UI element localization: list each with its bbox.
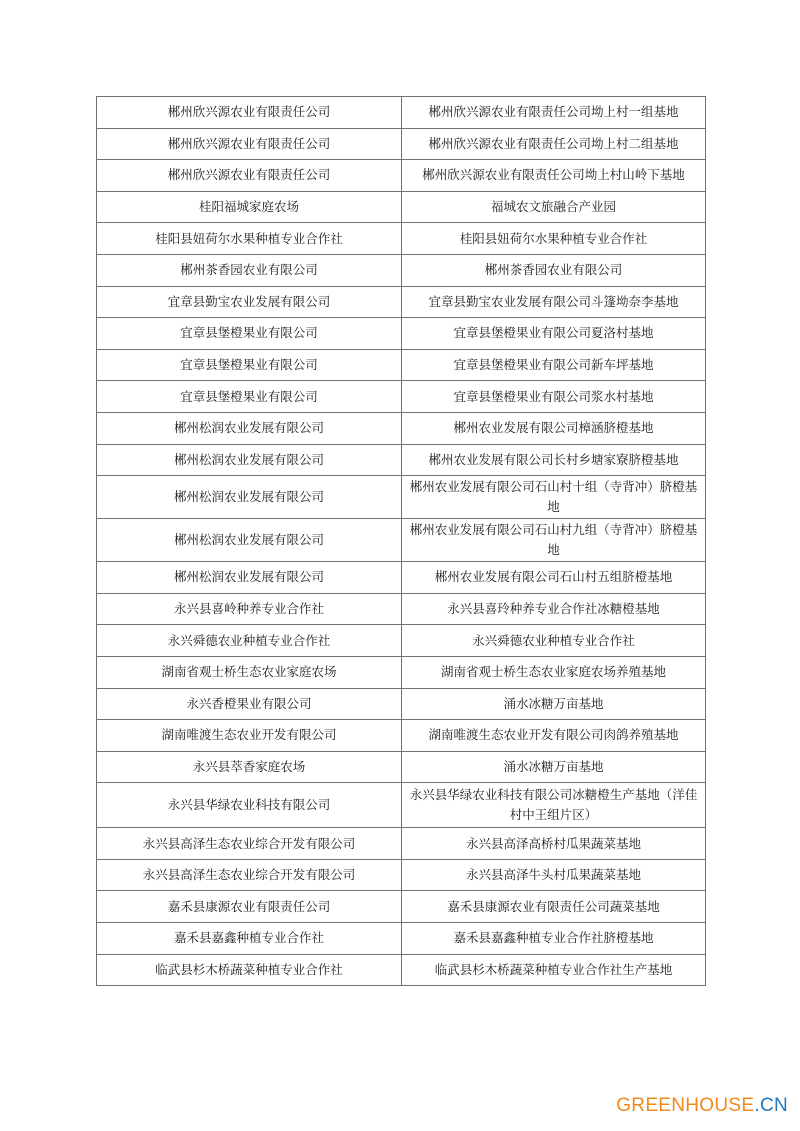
- base-name-cell: 桂阳县妞荷尔水果种植专业合作社: [402, 223, 706, 255]
- table-row: [97, 828, 706, 860]
- base-name-cell: 涌水冰糖万亩基地: [402, 751, 706, 783]
- entity-name-cell: 永兴县高泽生态农业综合开发有限公司: [97, 859, 402, 891]
- entity-name-cell: 桂阳福城家庭农场: [97, 191, 402, 223]
- watermark-dot: .: [754, 1095, 760, 1116]
- base-name-cell: 嘉禾县康源农业有限责任公司蔬菜基地: [402, 891, 706, 923]
- table-row: [97, 891, 706, 923]
- base-name-cell: 涌水冰糖万亩基地: [402, 688, 706, 720]
- entity-name-cell: 湖南省观士桥生态农业家庭农场: [97, 656, 402, 688]
- base-name-cell: 郴州欣兴源农业有限责任公司坳上村一组基地: [402, 97, 706, 129]
- base-name-cell: 郴州农业发展有限公司长村乡塘家寮脐橙基地: [402, 444, 706, 476]
- watermark-tld: CN: [759, 1095, 788, 1116]
- entity-name-cell: 郴州松润农业发展有限公司: [97, 476, 402, 519]
- base-name-cell: 郴州农业发展有限公司樟涵脐橙基地: [402, 412, 706, 444]
- table-row: [97, 751, 706, 783]
- base-name-cell: 永兴县高泽高桥村瓜果蔬菜基地: [402, 828, 706, 860]
- table-row: [97, 160, 706, 192]
- base-name-cell: 宜章县堡橙果业有限公司夏洛村基地: [402, 318, 706, 350]
- base-name-cell: 永兴县华绿农业科技有限公司冰糖橙生产基地（洋佳村中王组片区）: [402, 783, 706, 828]
- table-row: [97, 318, 706, 350]
- table-row: [97, 412, 706, 444]
- entity-name-cell: 郴州欣兴源农业有限责任公司: [97, 160, 402, 192]
- base-list-table: [96, 96, 706, 986]
- table-row: [97, 783, 706, 828]
- entity-name-cell: 宜章县勤宝农业发展有限公司: [97, 286, 402, 318]
- table-body: [97, 97, 706, 986]
- entity-name-cell: 郴州松润农业发展有限公司: [97, 412, 402, 444]
- site-watermark: [616, 1095, 788, 1117]
- entity-name-cell: 宜章县堡橙果业有限公司: [97, 381, 402, 413]
- table-row: [97, 381, 706, 413]
- entity-name-cell: 郴州松润农业发展有限公司: [97, 562, 402, 594]
- base-name-cell: 郴州茶香园农业有限公司: [402, 254, 706, 286]
- table-row: [97, 720, 706, 752]
- entity-name-cell: 永兴县高泽生态农业综合开发有限公司: [97, 828, 402, 860]
- entity-name-cell: 永兴舜德农业种植专业合作社: [97, 625, 402, 657]
- entity-name-cell: 湖南唯渡生态农业开发有限公司: [97, 720, 402, 752]
- table-row: [97, 223, 706, 255]
- table-row: [97, 562, 706, 594]
- entity-name-cell: 永兴县华绿农业科技有限公司: [97, 783, 402, 828]
- entity-name-cell: 临武县杉木桥蔬菜种植专业合作社: [97, 954, 402, 986]
- entity-name-cell: 郴州欣兴源农业有限责任公司: [97, 97, 402, 129]
- entity-name-cell: 郴州欣兴源农业有限责任公司: [97, 128, 402, 160]
- table-row: [97, 688, 706, 720]
- table-row: [97, 593, 706, 625]
- entity-name-cell: 永兴县喜岭种养专业合作社: [97, 593, 402, 625]
- base-name-cell: 宜章县堡橙果业有限公司浆水村基地: [402, 381, 706, 413]
- table-row: [97, 191, 706, 223]
- entity-name-cell: 嘉禾县嘉鑫种植专业合作社: [97, 923, 402, 955]
- base-name-cell: 宜章县勤宝农业发展有限公司斗篷坳奈李基地: [402, 286, 706, 318]
- table-row: [97, 254, 706, 286]
- base-name-cell: 郴州农业发展有限公司石山村九组（寺背冲）脐橙基地: [402, 519, 706, 562]
- base-name-cell: 嘉禾县嘉鑫种植专业合作社脐橙基地: [402, 923, 706, 955]
- base-name-cell: 永兴舜德农业种植专业合作社: [402, 625, 706, 657]
- base-name-cell: 临武县杉木桥蔬菜种植专业合作社生产基地: [402, 954, 706, 986]
- table-row: [97, 859, 706, 891]
- entity-name-cell: 永兴县萃香家庭农场: [97, 751, 402, 783]
- entity-name-cell: 郴州松润农业发展有限公司: [97, 444, 402, 476]
- entity-name-cell: 桂阳县妞荷尔水果种植专业合作社: [97, 223, 402, 255]
- base-name-cell: 永兴县高泽牛头村瓜果蔬菜基地: [402, 859, 706, 891]
- base-name-cell: 永兴县喜玲种养专业合作社冰糖橙基地: [402, 593, 706, 625]
- watermark-main: GREENHOUSE: [616, 1095, 755, 1116]
- table-row: [97, 97, 706, 129]
- table-row: [97, 923, 706, 955]
- table-row: [97, 519, 706, 562]
- entity-name-cell: 郴州松润农业发展有限公司: [97, 519, 402, 562]
- base-name-cell: 郴州欣兴源农业有限责任公司坳上村二组基地: [402, 128, 706, 160]
- table-row: [97, 954, 706, 986]
- base-name-cell: 宜章县堡橙果业有限公司新车坪基地: [402, 349, 706, 381]
- base-name-cell: 郴州欣兴源农业有限责任公司坳上村山岭下基地: [402, 160, 706, 192]
- table-row: [97, 286, 706, 318]
- table-row: [97, 656, 706, 688]
- entity-name-cell: 郴州茶香园农业有限公司: [97, 254, 402, 286]
- table-row: [97, 444, 706, 476]
- base-name-cell: 福城农文旅融合产业园: [402, 191, 706, 223]
- table-row: [97, 476, 706, 519]
- table-row: [97, 625, 706, 657]
- entity-name-cell: 宜章县堡橙果业有限公司: [97, 349, 402, 381]
- base-name-cell: 湖南唯渡生态农业开发有限公司肉鸽养殖基地: [402, 720, 706, 752]
- table-row: [97, 128, 706, 160]
- base-name-cell: 湖南省观士桥生态农业家庭农场养殖基地: [402, 656, 706, 688]
- entity-name-cell: 嘉禾县康源农业有限责任公司: [97, 891, 402, 923]
- base-name-cell: 郴州农业发展有限公司石山村十组（寺背冲）脐橙基地: [402, 476, 706, 519]
- base-name-cell: 郴州农业发展有限公司石山村五组脐橙基地: [402, 562, 706, 594]
- entity-name-cell: 永兴香橙果业有限公司: [97, 688, 402, 720]
- entity-name-cell: 宜章县堡橙果业有限公司: [97, 318, 402, 350]
- table-row: [97, 349, 706, 381]
